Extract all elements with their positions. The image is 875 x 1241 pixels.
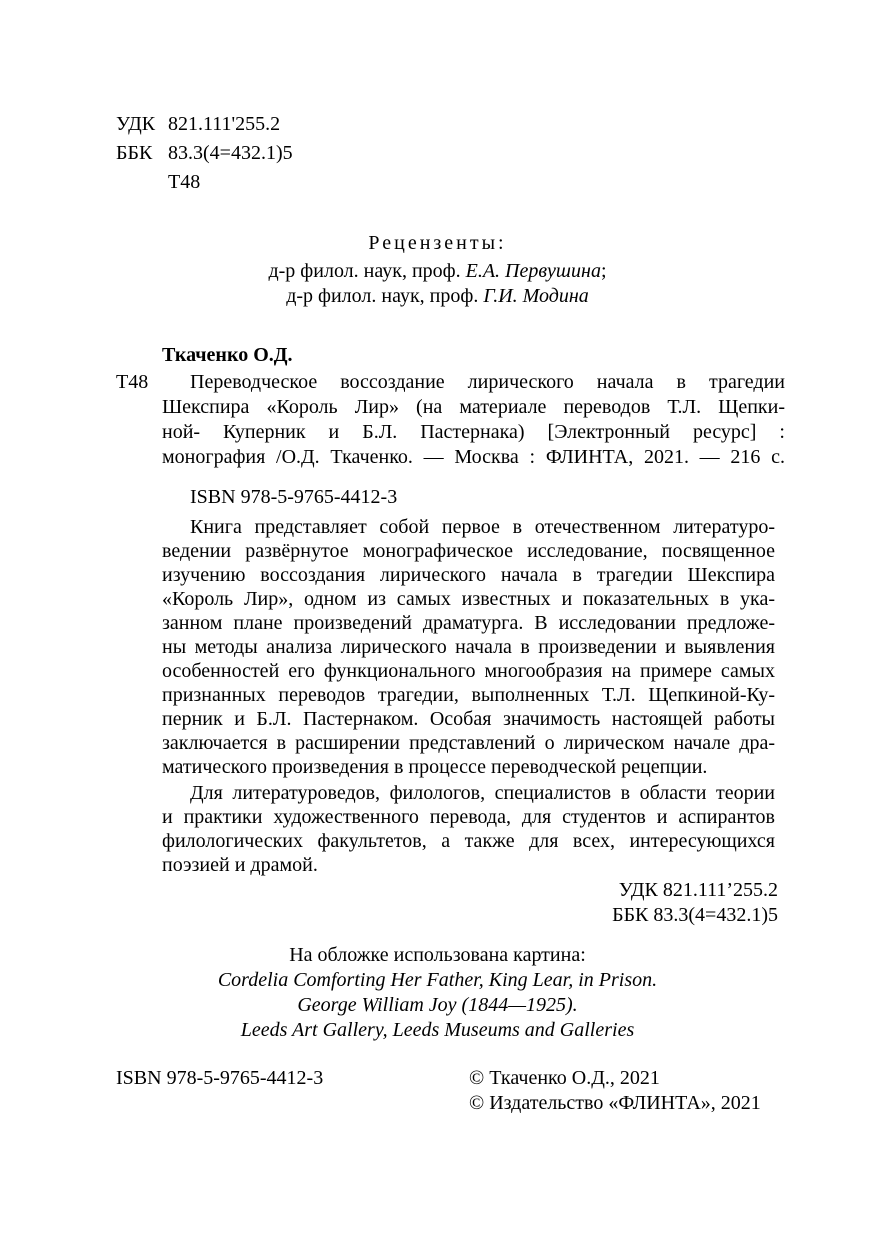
record-title-line-3: ной- Куперник и Б.Л. Пастернака) [Электронный ресурс] : (162, 421, 785, 443)
abstract-line: ны методы анализа лирического начала в произведении и выявления (162, 636, 775, 658)
copyright-author: © Ткаченко О.Д., 2021 (469, 1067, 660, 1089)
bbk-label: ББК (116, 142, 153, 164)
cover-painting-location (0, 1018, 875, 1042)
audience-line: Для литературоведов, филологов, специалистов в области теории (190, 782, 775, 804)
reviewer-2-title: д-р филол. наук, проф. (286, 285, 484, 307)
abstract-line: заключается в расширении представлений о лирическом начале дра- (162, 732, 775, 754)
audience-line: и практики художественного перевода, для студентов и аспирантов (162, 806, 775, 828)
cover-line: Cordelia Comforting Her Father, King Lear, in Prison. (217, 969, 658, 991)
reviewers-heading: Рецензенты: (368, 232, 507, 254)
abstract-line: «Король Лир», одном из самых известных и показательных в ука- (162, 588, 775, 610)
abstract-line: Книга представляет собой первое в отечественном литературо- (190, 516, 775, 538)
cover-painting-title (0, 968, 875, 992)
author-mark: Т48 (168, 171, 201, 193)
abstract-line: признанных переводов трагедии, выполненных Т.Л. Щепкиной-Ку- (162, 684, 775, 706)
record-title-line-2: Шекспира «Король Лир» (на материале переводов Т.Л. Щепки- (162, 396, 785, 418)
reviewer-1 (0, 259, 875, 283)
cover-painting-artist (0, 993, 875, 1017)
record-mark: Т48 (116, 371, 149, 393)
footer-isbn: ISBN 978-5-9765-4412-3 (116, 1067, 324, 1089)
udk-label: УДК (116, 113, 156, 135)
reviewer-2-name: Г.И. Модина (483, 285, 589, 307)
udk-value: 821.111'255.2 (168, 113, 281, 135)
bbk-line (116, 141, 293, 165)
cover-line: Leeds Art Gallery, Leeds Museums and Galleries (240, 1019, 635, 1041)
reviewer-1-suffix: ; (600, 260, 607, 282)
reviewer-1-title: д-р филол. наук, проф. (268, 260, 466, 282)
abstract-line: изучению воссоздания лирического начала в трагедии Шекспира (162, 564, 775, 586)
record-author (162, 343, 293, 367)
record-isbn: ISBN 978-5-9765-4412-3 (190, 486, 398, 508)
udk-line (116, 112, 280, 136)
record-title-line-4: монография /О.Д. Ткаченко. — Москва : ФЛИНТА, 2021. — 216 с. (162, 446, 785, 468)
abstract-line: ведении развёрнутое монографическое исследование, посвященное (162, 540, 775, 562)
cover-line: George William Joy (1844—1925). (297, 994, 578, 1016)
reviewer-2 (0, 284, 875, 308)
abstract-line: матического произведения в процессе переводческой рецепции. (162, 756, 708, 778)
audience-line: филологических факультетов, а также для всех, интересующихся (162, 830, 775, 852)
abstract-bbk: ББК 83.3(4=432.1)5 (612, 904, 778, 926)
reviewer-1-name: Е.А. Первушина (465, 260, 601, 282)
copyright-publisher: © Издательство «ФЛИНТА», 2021 (469, 1092, 761, 1114)
abstract-line: особенностей его функционального многообразия на примере самых (162, 660, 775, 682)
record-author-text: Ткаченко О.Д. (162, 344, 293, 366)
abstract-line: перник и Б.Л. Пастернаком. Особая значимость настоящей работы (162, 708, 775, 730)
audience-line: поэзией и драмой. (162, 854, 318, 876)
abstract-udk: УДК 821.111’255.2 (618, 879, 778, 901)
bbk-value: 83.3(4=432.1)5 (168, 142, 293, 164)
cover-heading: На обложке использована картина: (289, 944, 586, 966)
record-title-line-1: Переводческое воссоздание лирического начала в трагедии (190, 371, 785, 393)
abstract-line: занном плане произведений драматурга. В исследовании предложе- (162, 612, 775, 634)
